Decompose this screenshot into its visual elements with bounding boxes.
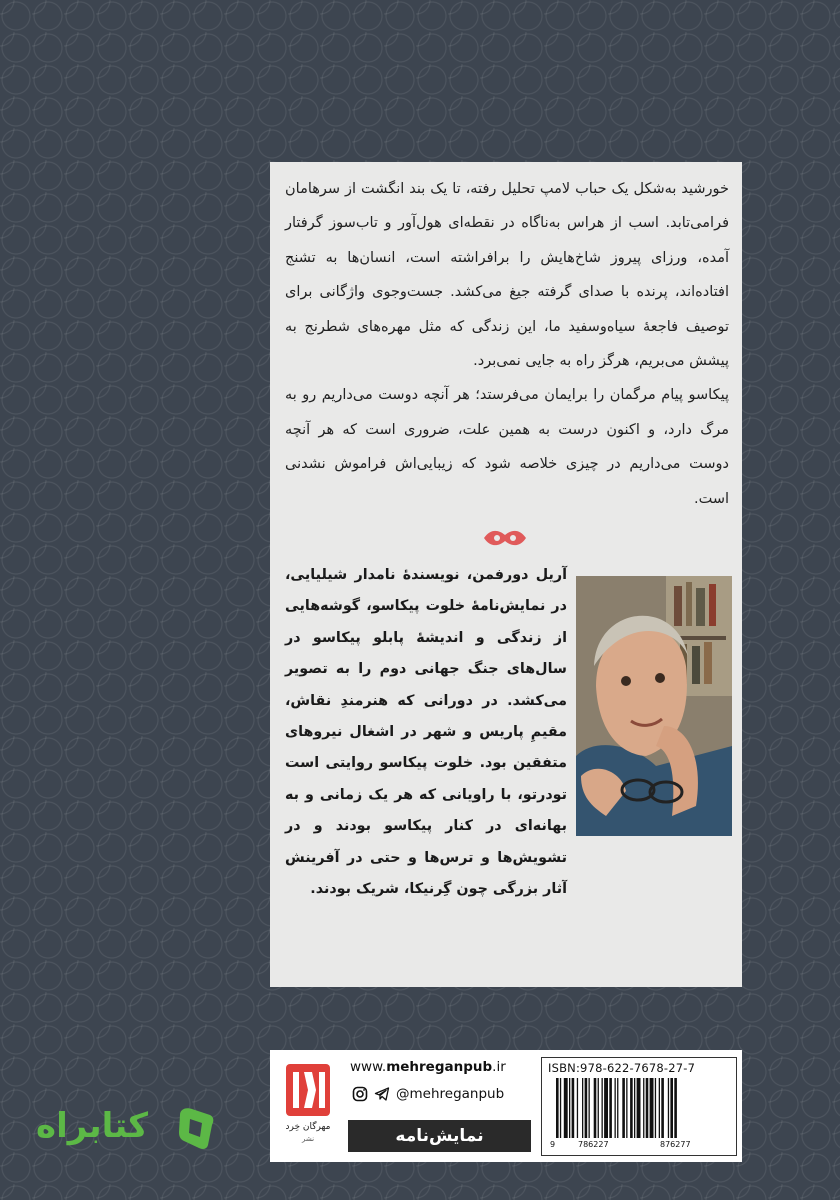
social-handle: @mehreganpub	[396, 1086, 505, 1102]
genre-label: نمایش‌نامه	[348, 1120, 531, 1152]
author-photo	[576, 576, 732, 836]
ketabrah-name: کتابراه	[36, 1106, 149, 1146]
author-bio: آریل دورفمن، نویسندهٔ نامدار شیلیایی، در نمایش‌نامهٔ خلوت پیکاسو، گوشه‌هایی از زندگی و اندیشهٔ پابلو پیکاسو در سال‌های جنگ جهانی دوم را به تصویر می‌کشد. در دورانی که هنرمندِ نقاش، مقیمِ پاریس و شهر در اشغال نیروهای متفقین بود. خلوت پیکاسو روایتی است تودرتو، با راویانی که هر یک زمانی و به بهانه‌ای در کنار پیکاسو بودند و در تشویش‌ها و ترس‌ها و حتی در آفرینش آثار بزرگی چون گِرنیکا، شریک بودند.	[285, 567, 567, 898]
instagram-icon	[352, 1086, 368, 1102]
ketabrah-logo-icon	[176, 1105, 216, 1151]
blurb-paragraph-2: پیکاسو پیام مرگمان را برایمان می‌فرستد؛ هر آنچه دوست می‌داریم رو به مرگ دارد، و اکنون درست به همین علت، ضروری است که هر آنچه دوست می‌داریم در چیزی خلاصه شود که زیبایی‌اش فراموش نشدنی است.	[285, 387, 729, 507]
barcode	[550, 1078, 728, 1140]
website-domain: mehreganpub	[386, 1059, 493, 1075]
blurb-paragraph-1: خورشید به‌شکل یک حباب لامپ تحلیل رفته، تا یک بند انگشت از سرهامان فرامی‌تابد. اسب از هراس به‌ناگاه در نقطه‌ای هول‌آور و تاب‌سوز گرفتار آمده، ورزای پیروز شاخ‌هایش را برافراشته است، انسان‌ها به تشنج افتاده‌اند، پرنده با صدای گرفته جیغ می‌کشد. جست‌وجوی واژگانی برای توصیف فاجعهٔ سیاه‌وسفید ما، این زندگی که مثل مهره‌های شطرنج به پیشش می‌بریم، هرگز راه به جایی نمی‌برد.	[285, 181, 729, 370]
website-suffix: .ir	[492, 1059, 506, 1075]
publisher-website[interactable]	[350, 1059, 506, 1075]
publisher-logo	[280, 1060, 336, 1152]
barcode-digit-prefix: 9	[550, 1140, 556, 1149]
lips-ornament-icon	[482, 527, 528, 549]
social-handle-row[interactable]	[352, 1084, 504, 1104]
barcode-digits-right: 876277	[660, 1140, 691, 1149]
publisher-name: مهرگان خِرد	[285, 1122, 331, 1132]
telegram-icon	[374, 1086, 390, 1102]
back-cover-blurb	[285, 172, 729, 516]
barcode-digits-left: 786227	[578, 1140, 609, 1149]
publisher-sub: نشر	[301, 1135, 315, 1143]
isbn-barcode-box	[541, 1057, 737, 1156]
ketabrah-badge[interactable]	[28, 1103, 213, 1153]
website-prefix: www.	[350, 1059, 387, 1075]
isbn-number: ISBN:978-622-7678-27-7	[548, 1061, 696, 1075]
